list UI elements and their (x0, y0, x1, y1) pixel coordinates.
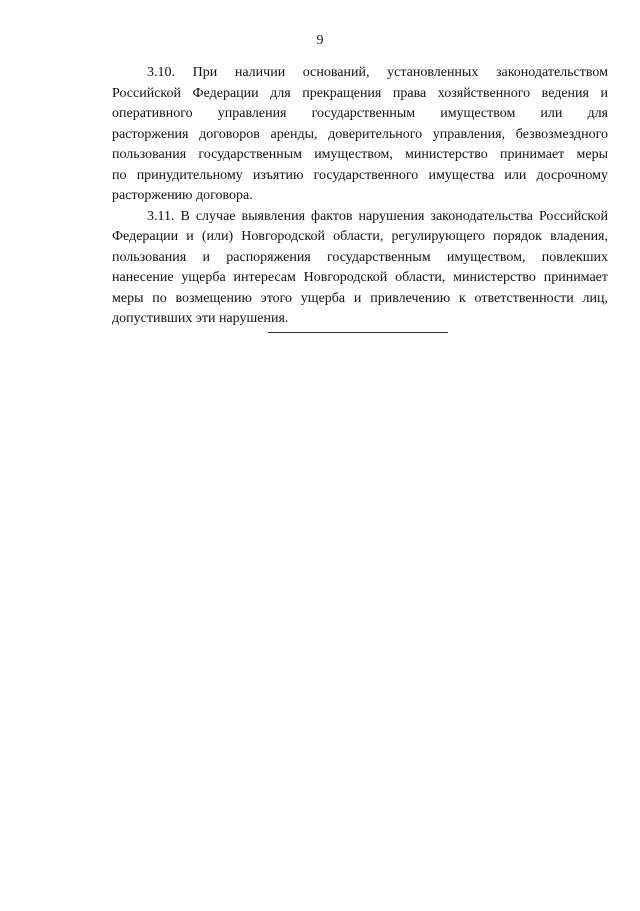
paragraph-3-10 (112, 63, 608, 207)
paragraph-line: меры по возмещению этого ущерба и привлечению к ответственности лиц, (112, 290, 608, 306)
paragraph-line: расторжения договоров аренды, доверительного управления, безвозмездного (112, 126, 608, 142)
document-body (112, 63, 608, 330)
paragraph-line: допустивших эти нарушения. (112, 311, 289, 326)
paragraph-line: Федерации и (или) Новгородской области, регулирующего порядок владения, (112, 229, 608, 244)
paragraph-line: Российской Федерации для прекращения права хозяйственного ведения и (112, 85, 608, 101)
page-number: 9 (316, 33, 324, 48)
paragraph-line: расторжению договора. (112, 188, 253, 203)
paragraph-3-11 (112, 207, 608, 330)
paragraph-line: пользования и распоряжения государственным имуществом, повлекших (112, 249, 608, 265)
paragraph-line: оперативного управления государственным имуществом или для (112, 106, 608, 121)
paragraph-line: нанесение ущерба интересам Новгородской области, министерство принимает (112, 270, 608, 285)
paragraph-line: 3.11. В случае выявления фактов нарушения законодательства Российской (147, 208, 608, 224)
paragraph-line: 3.10. При наличии оснований, установленных законодательством (147, 65, 608, 80)
end-of-text-rule (268, 332, 448, 333)
paragraph-line: по принудительному изъятию государственного имущества или досрочному (112, 167, 608, 183)
paragraph-line: пользования государственным имуществом, министерство принимает меры (112, 147, 608, 162)
